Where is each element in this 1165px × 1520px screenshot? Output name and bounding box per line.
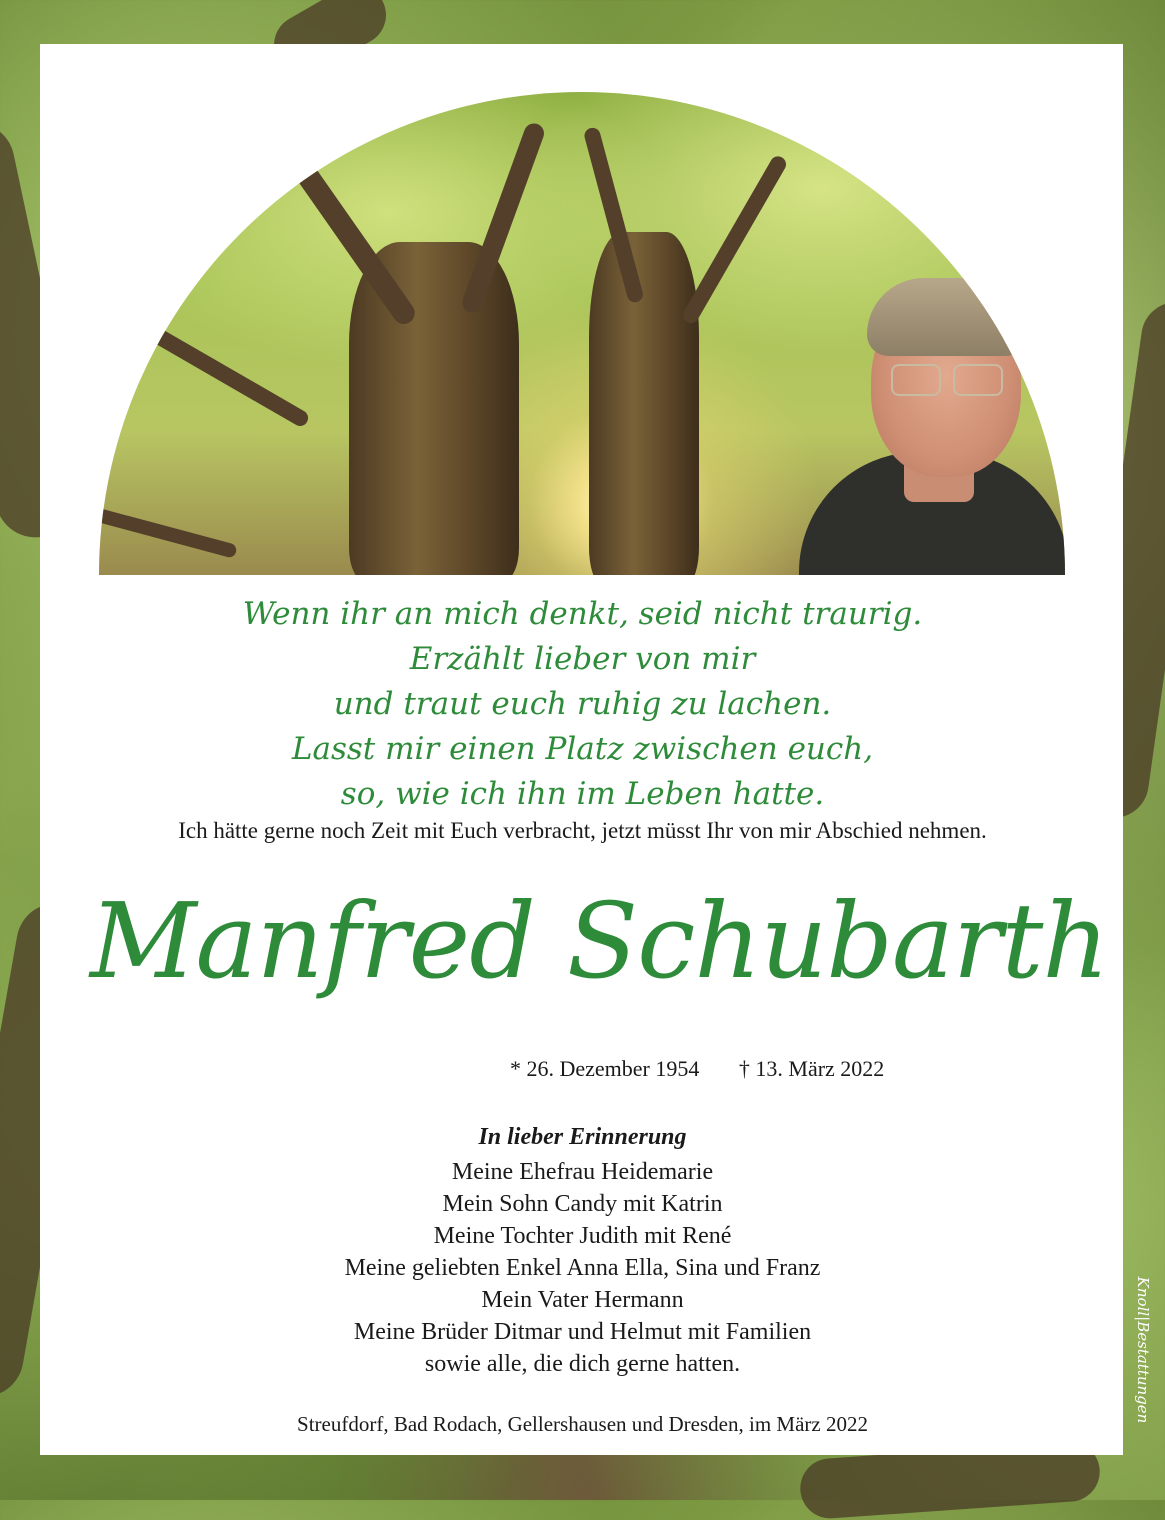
tree-branch [680,153,789,326]
poem-line: und traut euch ruhig zu lachen. [333,686,832,722]
poem-line: so, wie ich ihn im Leben hatte. [340,776,825,812]
credit-text: Knoll|Bestattungen [1134,1276,1152,1424]
family-member: Meine Brüder Ditmar und Helmut mit Familien [353,1319,812,1345]
family-member: Mein Vater Hermann [481,1287,684,1313]
glasses-icon [891,364,1003,394]
poem-line: Wenn ihr an mich denkt, seid nicht traurig. [242,596,923,632]
glasses-lens-left [891,364,941,396]
funeral-home-credit [1128,1250,1158,1450]
birth-date: * 26. Dezember 1954 [510,1056,700,1081]
tree-trunk-left [349,242,519,575]
portrait-hair [867,278,1027,356]
farewell-text: Ich hätte gerne noch Zeit mit Euch verbracht, jetzt müsst Ihr von mir Abschied nehmen. [178,818,987,843]
memory-heading: In lieber Erinnerung [478,1124,687,1150]
poem-line: Lasst mir einen Platz zwischen euch, [291,731,874,767]
family-list [100,1156,1065,1380]
family-member: Mein Sohn Candy mit Katrin [442,1191,723,1217]
family-member: Meine Ehefrau Heidemarie [451,1159,714,1185]
death-date: † 13. März 2022 [738,1056,885,1081]
life-dates [510,1056,884,1082]
portrait-photo [799,272,1065,575]
family-member: Meine geliebten Enkel Anna Ella, Sina und Franz [344,1255,821,1281]
tree-trunk-right [589,232,699,575]
family-member: Meine Tochter Judith mit René [433,1223,732,1249]
place-date-footer: Streufdorf, Bad Rodach, Gellershausen und Dresden, im März 2022 [297,1412,868,1436]
deceased-name: Manfred Schubarth [90,880,1109,1002]
tree-branch [99,504,238,559]
glasses-lens-right [953,364,1003,396]
family-member: sowie alle, die dich gerne hatten. [424,1351,741,1377]
memory-section [100,1122,1065,1380]
poem [100,592,1065,817]
tree-branch [147,325,311,429]
poem-line: Erzählt lieber von mir [409,641,756,677]
